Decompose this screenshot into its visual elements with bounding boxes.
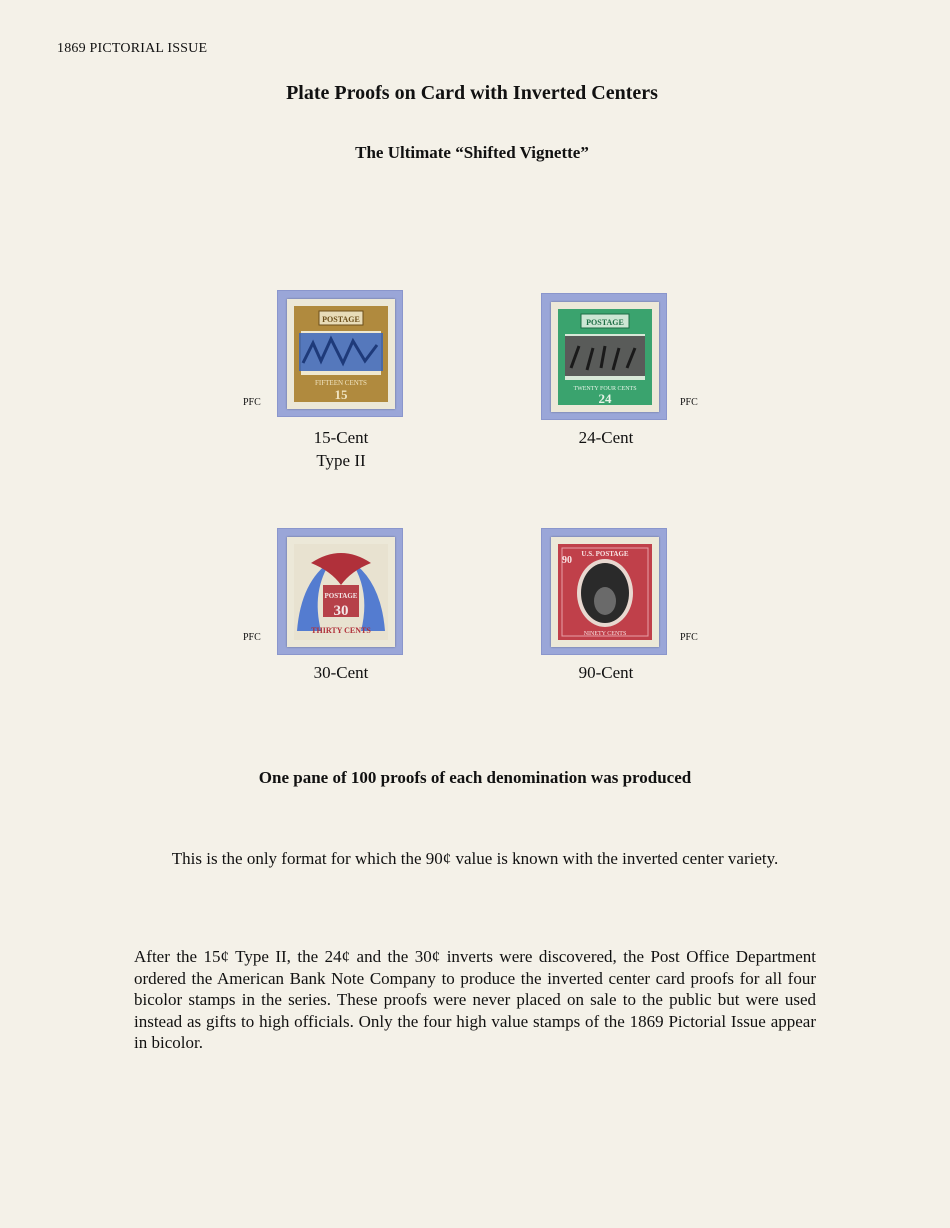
stamp-numeral: 90 bbox=[562, 555, 572, 566]
production-note: One pane of 100 proofs of each denomination was produced bbox=[258, 768, 692, 787]
proof-card-24c bbox=[551, 302, 659, 412]
stamp-24c-image bbox=[555, 306, 655, 408]
stamp-top-text: POSTAGE bbox=[586, 318, 624, 327]
stamp-bottom-text: FIFTEEN CENTS bbox=[315, 379, 367, 387]
page-title: Plate Proofs on Card with Inverted Centers bbox=[286, 82, 658, 104]
stamp-90c-image bbox=[555, 541, 655, 643]
paragraph-1: This is the only format for which the 90¢ value is known with the inverted center variety. bbox=[171, 849, 779, 868]
page-subtitle: The Ultimate “Shifted Vignette” bbox=[355, 143, 589, 162]
stamp-numeral: 30 bbox=[333, 603, 349, 619]
pfc-label-30c: PFC bbox=[243, 632, 261, 643]
stamp-portrait bbox=[594, 587, 616, 615]
pfc-label-90c: PFC bbox=[680, 632, 698, 643]
stamp-numeral: 24 bbox=[598, 391, 612, 406]
stamp-mount-90c bbox=[541, 528, 667, 655]
proof-card-90c bbox=[551, 537, 659, 647]
stamp-top-text: POSTAGE bbox=[324, 592, 358, 600]
stamp-bottom-text: THIRTY CENTS bbox=[311, 626, 371, 635]
caption-90c-line1: 90-Cent bbox=[578, 663, 634, 682]
proof-card-15c bbox=[287, 299, 395, 409]
stamp-top-text: POSTAGE bbox=[322, 315, 360, 324]
caption-24c bbox=[536, 426, 676, 449]
stamp-15c-image bbox=[291, 303, 391, 405]
stamp-numeral: 15 bbox=[334, 387, 348, 402]
stamp-mount-24c bbox=[541, 293, 667, 420]
stamp-bottom-text: TWENTY FOUR CENTS bbox=[573, 386, 637, 392]
stamp-mount-30c bbox=[277, 528, 403, 655]
page-header: 1869 PICTORIAL ISSUE bbox=[57, 41, 208, 56]
caption-30c bbox=[271, 661, 411, 684]
caption-30c-line1: 30-Cent bbox=[313, 663, 369, 682]
stamp-30c-image bbox=[291, 541, 391, 643]
caption-24c-line1: 24-Cent bbox=[578, 428, 634, 447]
caption-15c-line1: 15-Cent bbox=[313, 428, 369, 447]
pfc-label-15c: PFC bbox=[243, 397, 261, 408]
paragraph-2: After the 15¢ Type II, the 24¢ and the 30¢ inverts were discovered, the Post Office Department ordered the American Bank Note Company to produce the inverted center card proofs for all four bicolor stamps in the series. These proofs were never placed on sale to the public but were used instead as gifts to high officials. Only the four high value stamps of the 1869 Pictorial Issue appear in bicolor. bbox=[134, 947, 816, 1052]
pfc-label-24c: PFC bbox=[680, 397, 698, 408]
stamp-bottom-text: NINETY CENTS bbox=[583, 631, 627, 637]
caption-90c bbox=[536, 661, 676, 684]
stamp-mount-15c bbox=[277, 290, 403, 417]
caption-15c bbox=[271, 426, 411, 472]
caption-15c-line2: Type II bbox=[316, 451, 366, 470]
proof-card-30c bbox=[287, 537, 395, 647]
stamp-top-text: U.S. POSTAGE bbox=[581, 550, 629, 558]
